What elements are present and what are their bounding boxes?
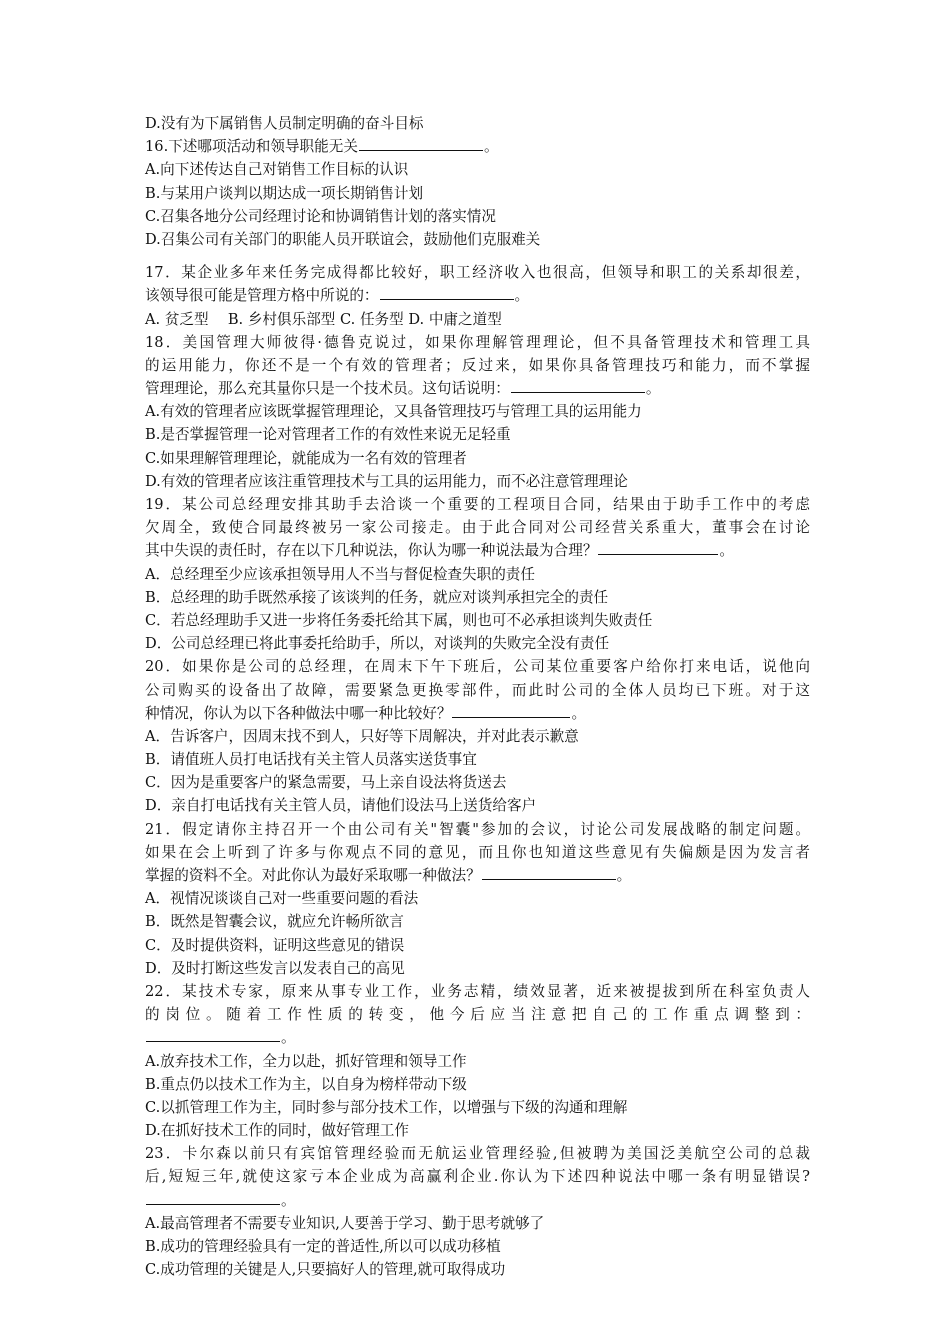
line-text: 种情况，你认为以下各种做法中哪一种比较好？	[145, 704, 452, 722]
line-text: A.最高管理者不需要专业知识,人要善于学习、勤于思考就够了	[145, 1214, 545, 1232]
line-text: B.重点仍以技术工作为主，以自身为榜样带动下级	[145, 1075, 467, 1093]
line-text: A. 贫乏型 B. 乡村俱乐部型 C. 任务型 D. 中庸之道型	[145, 310, 502, 328]
text-line	[145, 609, 810, 632]
line-text: 16.下述哪项活动和领导职能无关	[145, 138, 358, 156]
text-line	[145, 1212, 810, 1235]
text-line	[145, 354, 810, 377]
line-text: 管理理论，那么充其量你只是一个技术员。这句话说明：	[145, 380, 510, 398]
text-line	[145, 1096, 810, 1119]
text-line	[145, 1235, 810, 1258]
line-text: 公司购买的设备出了故障，需要紧急更换零部件，而此时公司的全体人员均已下班。对于这	[145, 681, 810, 699]
line-text: B.成功的管理经验具有一定的普适性,所以可以成功移植	[145, 1238, 501, 1255]
text-line	[145, 1119, 810, 1142]
text-line	[145, 1189, 810, 1212]
text-line	[145, 516, 810, 539]
answer-blank	[146, 1026, 280, 1042]
document-page	[145, 112, 810, 1281]
text-line	[145, 586, 810, 609]
line-suffix: 。	[719, 542, 735, 560]
line-text: B.与某用户谈判以期达成一项长期销售计划	[145, 184, 424, 202]
answer-blank	[146, 1189, 280, 1205]
line-text: C.召集各地分公司经理讨论和协调销售计划的落实情况	[145, 207, 496, 225]
text-line	[145, 1073, 810, 1096]
line-text: D．及时打断这些发言以发表自己的高见	[145, 959, 405, 977]
line-text: 欠周全，致使合同最终被另一家公司接走。由于此合同对公司经营关系重大，董事会在讨论	[145, 519, 810, 537]
text-line	[145, 632, 810, 655]
line-suffix: 。	[645, 380, 661, 398]
line-text: C.如果理解管理理论，就能成为一名有效的管理者	[145, 449, 467, 467]
line-text: B．请值班人员打电话找有关主管人员落实送货事宜	[145, 751, 477, 769]
line-text: 该领导很可能是管理方格中所说的：	[145, 287, 379, 305]
text-line	[145, 864, 810, 887]
line-text: D.没有为下属销售人员制定明确的奋斗目标	[145, 115, 424, 132]
text-line	[145, 1258, 810, 1281]
line-text: D.在抓好技术工作的同时，做好管理工作	[145, 1122, 409, 1140]
text-line	[145, 1165, 810, 1188]
line-text: A.向下述传达自己对销售工作目标的认识	[145, 161, 409, 179]
text-line	[145, 887, 810, 910]
line-text: 22．某技术专家，原来从事专业工作，业务志精，绩效显著，近来被提拔到所在科室负责人	[145, 982, 810, 1000]
line-text: C.以抓管理工作为主，同时参与部分技术工作，以增强与下级的沟通和理解	[145, 1098, 628, 1116]
line-suffix: 。	[281, 1191, 296, 1209]
text-line	[145, 158, 810, 181]
text-line	[145, 563, 810, 586]
text-line	[145, 679, 810, 702]
answer-blank	[380, 284, 514, 300]
line-text: B.是否掌握管理一论对管理者工作的有效性来说无足轻重	[145, 426, 511, 444]
line-text: C.成功管理的关键是人,只要搞好人的管理,就可取得成功	[145, 1261, 506, 1279]
line-text: 如果在会上听到了许多与你观点不同的意见，而且你也知道这些意见有失偏颇是因为发言者	[145, 843, 810, 861]
line-text: D.有效的管理者应该注重管理技术与工具的运用能力，而不必注意管理理论	[145, 472, 628, 490]
text-line	[145, 423, 810, 446]
text-line	[145, 1142, 810, 1165]
text-line	[145, 1050, 810, 1073]
text-line	[145, 400, 810, 423]
line-text: A.有效的管理者应该既掌握管理理论，又具备管理技巧与管理工具的运用能力	[145, 403, 642, 421]
line-text: D．公司总经理已将此事委托给助手，所以，对谈判的失败完全没有责任	[145, 635, 610, 653]
text-line	[145, 655, 810, 678]
text-line	[145, 748, 810, 771]
answer-blank	[452, 702, 570, 718]
line-text: A.放弃技术工作，全力以赴，抓好管理和领导工作	[145, 1052, 467, 1070]
line-text: D.召集公司有关部门的职能人员开联谊会，鼓励他们克服难关	[145, 230, 541, 248]
text-line	[145, 539, 810, 562]
text-line	[145, 261, 810, 284]
line-text: 17．某企业多年来任务完成得都比较好，职工经济收入也很高，但领导和职工的关系却很差，	[145, 264, 810, 282]
line-text: A．总经理至少应该承担领导用人不当与督促检查失职的责任	[145, 565, 535, 583]
line-text: B．总经理的助手既然承接了该谈判的任务，就应对谈判承担完全的责任	[145, 588, 609, 606]
text-line	[145, 447, 810, 470]
text-line	[145, 1026, 810, 1049]
line-text: 的运用能力，你还不是一个有效的管理者；反过来，如果你具备管理技巧和能力，而不掌握	[145, 356, 810, 374]
line-text: D．亲自打电话找有关主管人员，请他们设法马上送货给客户	[145, 797, 537, 815]
line-text: C．及时提供资料，证明这些意见的错误	[145, 936, 405, 954]
text-line	[145, 205, 810, 228]
text-line	[145, 135, 810, 158]
line-text: C．若总经理助手又进一步将任务委托给其下属，则也可不必承担谈判失败责任	[145, 611, 653, 629]
text-line	[145, 980, 810, 1003]
line-text: 的岗位。随着工作性质的转变，他今后应当注意把自己的工作重点调整到：	[145, 1006, 810, 1024]
text-line	[145, 910, 810, 933]
line-text: 后,短短三年,就使这家亏本企业成为高赢利企业.你认为下述四种说法中哪一条有明显错误?	[145, 1168, 810, 1186]
text-line	[145, 284, 810, 307]
text-line	[145, 702, 810, 725]
text-line	[145, 470, 810, 493]
answer-blank	[511, 377, 645, 393]
line-suffix: 。	[571, 704, 587, 722]
text-line	[145, 841, 810, 864]
line-suffix: 。	[281, 1029, 296, 1047]
text-line	[145, 1003, 810, 1026]
line-text: 掌握的资料不全。对此你认为最好采取哪一种做法？	[145, 867, 481, 884]
line-text: C．因为是重要客户的紧急需要，马上亲自设法将货送去	[145, 774, 507, 792]
text-line	[145, 934, 810, 957]
text-line	[145, 771, 810, 794]
text-line	[145, 182, 810, 205]
line-text: 其中失误的责任时，存在以下几种说法，你认为哪一种说法最为合理？	[145, 542, 598, 560]
line-text: 21．假定请你主持召开一个由公司有关"智囊"参加的会议，讨论公司发展战略的制定问题。	[145, 820, 810, 838]
text-line	[145, 308, 810, 331]
line-text: B．既然是智囊会议，就应允许畅所欲言	[145, 913, 404, 931]
line-text: 20．如果你是公司的总经理，在周末下午下班后，公司某位重要客户给你打来电话，说他向	[145, 658, 810, 676]
text-line	[145, 818, 810, 841]
line-text: A．告诉客户，因周末找不到人，只好等下周解决，并对此表示歉意	[145, 727, 579, 745]
text-line	[145, 493, 810, 516]
answer-blank	[359, 135, 483, 151]
line-text: 23．卡尔森以前只有宾馆管理经验而无航运业管理经验,但被聘为美国泛美航空公司的总裁	[145, 1145, 810, 1163]
line-suffix: 。	[616, 867, 632, 884]
text-line	[145, 228, 810, 251]
text-line	[145, 957, 810, 980]
answer-blank	[482, 864, 616, 880]
line-suffix: 。	[514, 287, 530, 305]
line-text: 18．美国管理大师彼得·德鲁克说过，如果你理解管理理论，但不具备管理技术和管理工具	[145, 333, 810, 351]
paragraph-gap	[145, 251, 810, 261]
line-suffix: 。	[483, 138, 499, 156]
text-line	[145, 331, 810, 354]
answer-blank	[598, 539, 718, 555]
text-line	[145, 725, 810, 748]
text-line	[145, 377, 810, 400]
text-line	[145, 112, 810, 135]
line-text: A．视情况谈谈自己对一些重要问题的看法	[145, 890, 419, 908]
line-text: 19．某公司总经理安排其助手去洽谈一个重要的工程项目合同，结果由于助手工作中的考虑	[145, 496, 810, 513]
text-line	[145, 794, 810, 817]
